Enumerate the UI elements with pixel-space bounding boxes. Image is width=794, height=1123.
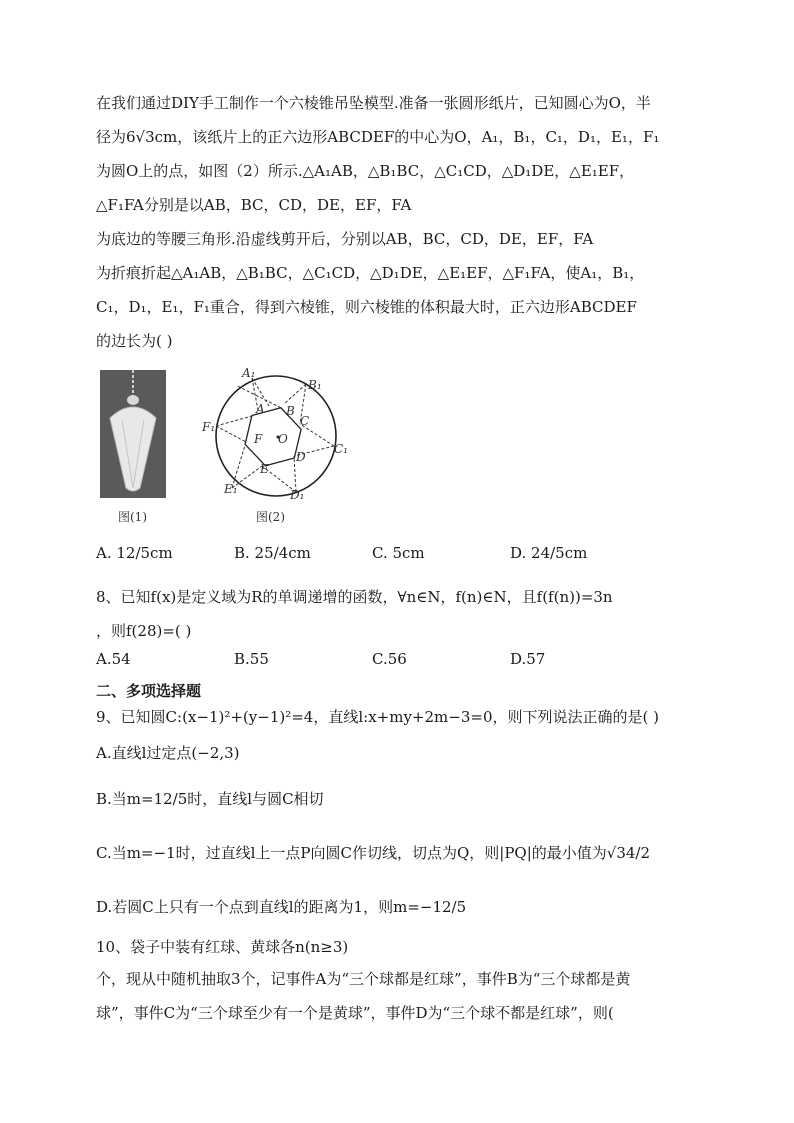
q8-option-a[interactable]: A.54: [96, 650, 131, 668]
label-C1: C₁: [334, 442, 348, 456]
q7-line-3: 为圆O上的点，如图（2）所示.△A₁AB，△B₁BC，△C₁CD，△D₁DE，△E₁EF，: [96, 162, 635, 180]
q9-option-b[interactable]: B.当m=12/5时，直线l与圆C相切: [96, 790, 324, 808]
q7-line-6: 为折痕折起△A₁AB，△B₁BC，△C₁CD，△D₁DE，△E₁EF，△F₁FA，使A₁，B₁，: [96, 264, 645, 282]
figure-1-caption: 图(1): [118, 510, 147, 524]
q7-option-d[interactable]: D. 24/5cm: [510, 544, 588, 562]
q8-line-1: 8、已知f(x)是定义域为R的单调递增的函数，∀n∈N，f(n)∈N，且f(f(n))=3n: [96, 588, 613, 606]
figure-2-caption: 图(2): [256, 510, 285, 524]
q7-line-8: 的边长为( ): [96, 332, 173, 350]
q10-line-3: 球”，事件C为“三个球至少有一个是黄球”，事件D为“三个球不都是红球”，则(: [96, 1004, 614, 1022]
label-A1: A₁: [242, 366, 256, 380]
label-B1: B₁: [308, 378, 322, 392]
label-O: O: [278, 432, 288, 446]
q7-line-7: C₁，D₁，E₁，F₁重合，得到六棱锥，则六棱锥的体积最大时，正六边形ABCDEF: [96, 298, 637, 316]
q8-option-b[interactable]: B.55: [234, 650, 269, 668]
label-D1: D₁: [290, 488, 305, 502]
q8-line-2: ，则f(28)=( ): [96, 622, 192, 640]
label-C: C: [300, 414, 310, 428]
q7-option-c[interactable]: C. 5cm: [372, 544, 425, 562]
q7-option-b[interactable]: B. 25/4cm: [234, 544, 311, 562]
label-D: D: [296, 450, 306, 464]
q7-line-5: 为底边的等腰三角形.沿虚线剪开后，分别以AB，BC，CD，DE，EF，FA: [96, 230, 594, 248]
hexagon-circle-diagram: [196, 366, 356, 506]
q9-option-c[interactable]: C.当m=−1时，过直线l上一点P向圆C作切线，切点为Q，则|PQ|的最小值为√34/2: [96, 844, 651, 862]
q10-line-2: 个，现从中随机抽取3个，记事件A为“三个球都是红球”，事件B为“三个球都是黄: [96, 970, 631, 988]
label-A: A: [256, 402, 265, 416]
label-F1: F₁: [202, 420, 216, 434]
label-F: F: [254, 432, 263, 446]
q9-option-d[interactable]: D.若圆C上只有一个点到直线l的距离为1，则m=−12/5: [96, 898, 467, 916]
q9-stem: 9、已知圆C:(x−1)²+(y−1)²=4，直线l:x+my+2m−3=0，则下列说法正确的是( ): [96, 708, 659, 726]
q7-option-a[interactable]: A. 12/5cm: [96, 544, 173, 562]
q10-line-1: 10、袋子中装有红球、黄球各n(n≥3): [96, 938, 349, 956]
q8-option-d[interactable]: D.57: [510, 650, 546, 668]
q9-option-a[interactable]: A.直线l过定点(−2,3): [96, 744, 240, 762]
pendant-photo-figure: [100, 370, 166, 498]
section-heading-multiple-choice: 二、多项选择题: [96, 682, 202, 700]
q7-line-2: 径为6√3cm，该纸片上的正六边形ABCDEF的中心为O，A₁，B₁，C₁，D₁，E₁，F₁: [96, 128, 660, 146]
label-B: B: [286, 404, 295, 418]
q7-line-1: 在我们通过DIY手工制作一个六棱锥吊坠模型.准备一张圆形纸片，已知圆心为O，半: [96, 94, 651, 112]
label-E1: E₁: [224, 482, 238, 496]
q7-line-4: △F₁FA分别是以AB，BC，CD，DE，EF，FA: [96, 196, 412, 214]
label-E: E: [260, 462, 269, 476]
q8-option-c[interactable]: C.56: [372, 650, 407, 668]
